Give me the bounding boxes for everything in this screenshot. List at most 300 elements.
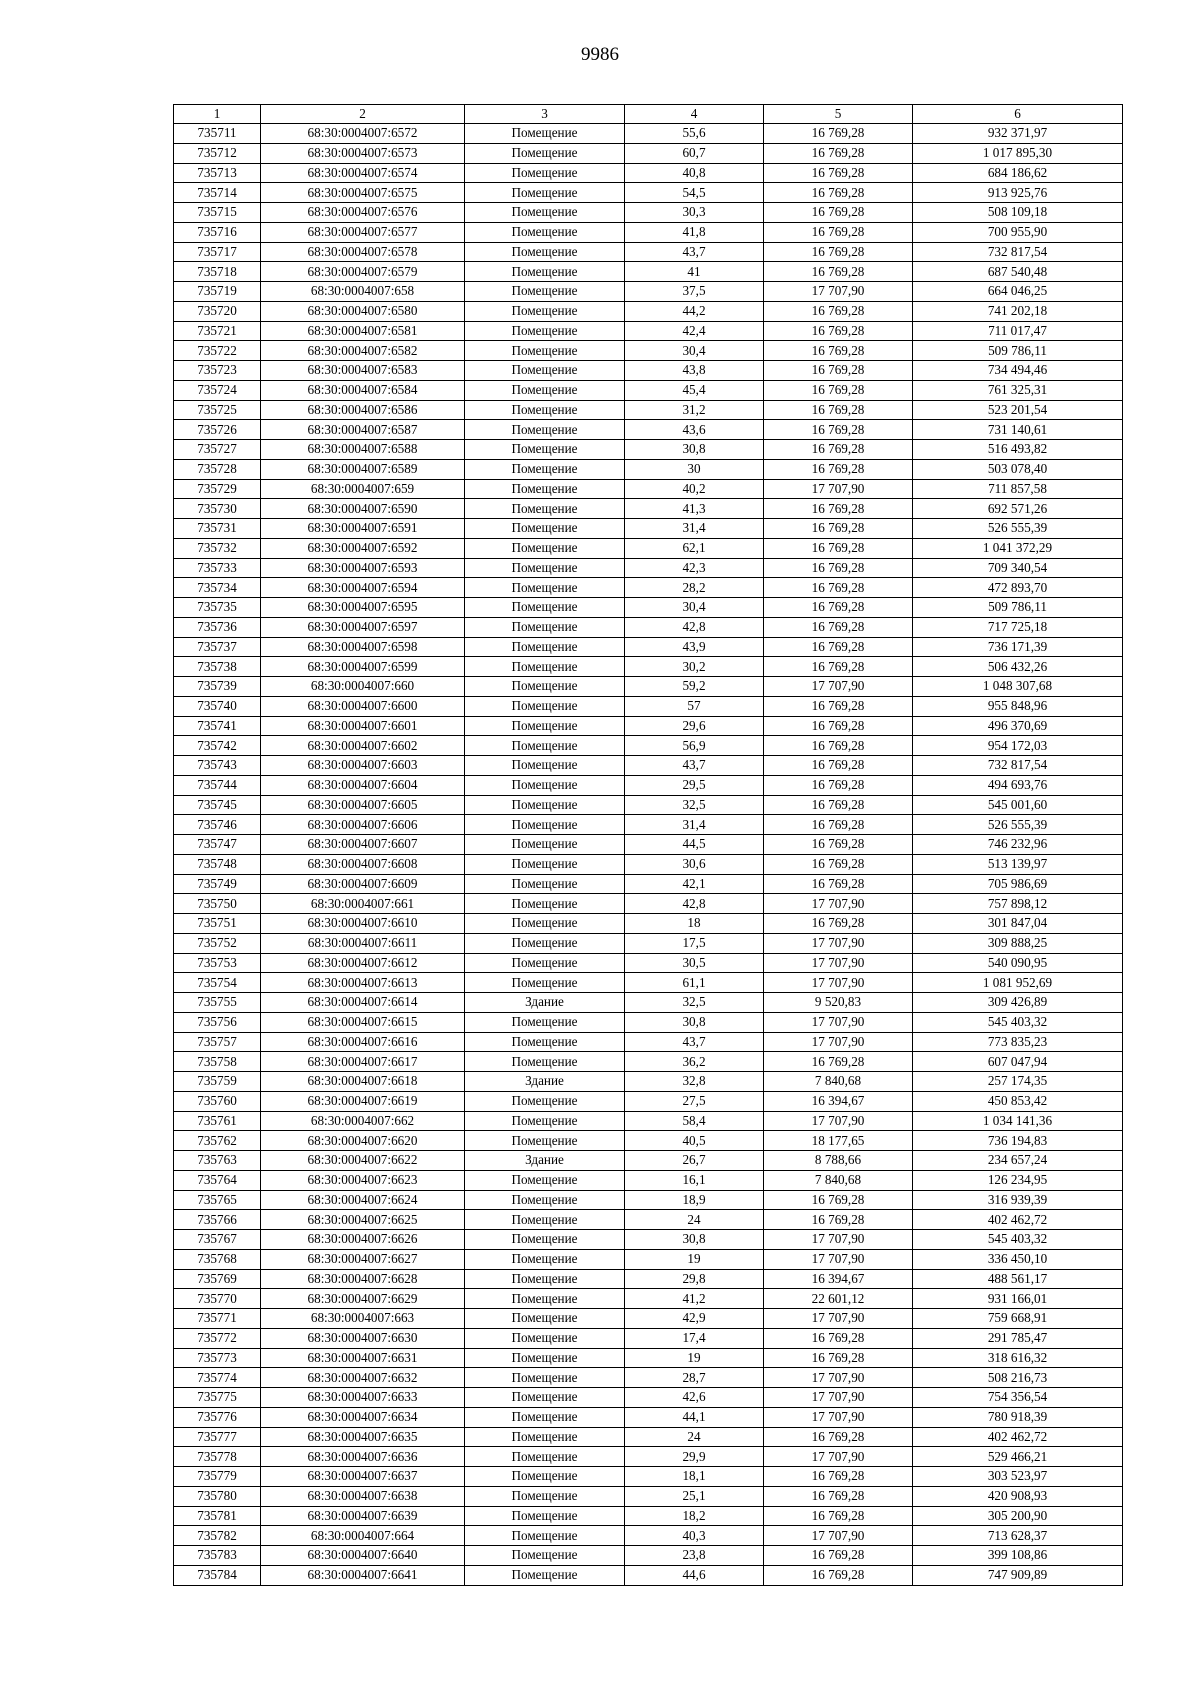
cell-cadastral-number: 68:30:0004007:6613 (261, 973, 465, 993)
cell-area: 42,8 (625, 617, 764, 637)
table-row (174, 282, 1123, 302)
cell-unit-value: 16 769,28 (764, 1565, 913, 1585)
cell-cadastral-number: 68:30:0004007:6634 (261, 1407, 465, 1427)
cell-object-type: Помещение (465, 1210, 625, 1230)
table-row (174, 1427, 1123, 1447)
cell-object-type: Помещение (465, 519, 625, 539)
cell-unit-value: 16 769,28 (764, 183, 913, 203)
table-row (174, 1328, 1123, 1348)
cell-area: 41 (625, 262, 764, 282)
cell-object-type: Здание (465, 1072, 625, 1092)
cell-number: 735751 (174, 914, 261, 934)
table-row (174, 499, 1123, 519)
cell-object-type: Помещение (465, 933, 625, 953)
cell-area: 18,2 (625, 1506, 764, 1526)
cell-area: 40,5 (625, 1131, 764, 1151)
cell-unit-value: 16 769,28 (764, 835, 913, 855)
column-header: 4 (625, 105, 764, 124)
cell-cadastral-number: 68:30:0004007:659 (261, 479, 465, 499)
cell-unit-value: 17 707,90 (764, 677, 913, 697)
cell-unit-value: 16 769,28 (764, 1190, 913, 1210)
cell-cadastral-value: 731 140,61 (913, 420, 1123, 440)
cell-unit-value: 16 769,28 (764, 1546, 913, 1566)
table-row (174, 1309, 1123, 1329)
cell-unit-value: 7 840,68 (764, 1170, 913, 1190)
cell-number: 735745 (174, 795, 261, 815)
cell-cadastral-value: 402 462,72 (913, 1210, 1123, 1230)
cell-cadastral-number: 68:30:0004007:6572 (261, 124, 465, 144)
cell-cadastral-value: 291 785,47 (913, 1328, 1123, 1348)
cell-number: 735755 (174, 993, 261, 1013)
cell-object-type: Помещение (465, 262, 625, 282)
cell-cadastral-value: 1 041 372,29 (913, 538, 1123, 558)
cell-object-type: Помещение (465, 459, 625, 479)
table-row (174, 657, 1123, 677)
cell-area: 17,4 (625, 1328, 764, 1348)
cell-area: 56,9 (625, 736, 764, 756)
cell-cadastral-value: 773 835,23 (913, 1032, 1123, 1052)
cell-number: 735758 (174, 1052, 261, 1072)
cell-unit-value: 17 707,90 (764, 933, 913, 953)
cell-number: 735734 (174, 578, 261, 598)
cell-cadastral-value: 472 893,70 (913, 578, 1123, 598)
cell-area: 59,2 (625, 677, 764, 697)
cell-object-type: Помещение (465, 479, 625, 499)
cell-object-type: Помещение (465, 657, 625, 677)
table-row (174, 617, 1123, 637)
table-row (174, 933, 1123, 953)
cell-number: 735729 (174, 479, 261, 499)
cell-cadastral-value: 257 174,35 (913, 1072, 1123, 1092)
cell-object-type: Помещение (465, 558, 625, 578)
cell-cadastral-value: 607 047,94 (913, 1052, 1123, 1072)
cell-unit-value: 17 707,90 (764, 1309, 913, 1329)
cell-unit-value: 17 707,90 (764, 1249, 913, 1269)
cell-cadastral-number: 68:30:0004007:6603 (261, 756, 465, 776)
table-row (174, 1269, 1123, 1289)
cell-unit-value: 16 769,28 (764, 1052, 913, 1072)
cell-unit-value: 17 707,90 (764, 973, 913, 993)
cell-object-type: Здание (465, 1151, 625, 1171)
cell-cadastral-value: 734 494,46 (913, 361, 1123, 381)
cell-unit-value: 17 707,90 (764, 1012, 913, 1032)
cell-cadastral-value: 955 848,96 (913, 696, 1123, 716)
cell-object-type: Помещение (465, 440, 625, 460)
cell-cadastral-value: 732 817,54 (913, 242, 1123, 262)
column-header: 2 (261, 105, 465, 124)
cell-cadastral-number: 68:30:0004007:6635 (261, 1427, 465, 1447)
cell-unit-value: 16 769,28 (764, 1328, 913, 1348)
cell-unit-value: 17 707,90 (764, 1447, 913, 1467)
cell-area: 54,5 (625, 183, 764, 203)
cell-unit-value: 16 769,28 (764, 519, 913, 539)
header-row (174, 105, 1123, 124)
cell-number: 735715 (174, 203, 261, 223)
cell-area: 19 (625, 1348, 764, 1368)
cell-cadastral-value: 508 109,18 (913, 203, 1123, 223)
cell-number: 735769 (174, 1269, 261, 1289)
cell-number: 735753 (174, 953, 261, 973)
cell-area: 37,5 (625, 282, 764, 302)
cell-cadastral-value: 336 450,10 (913, 1249, 1123, 1269)
table-row (174, 1210, 1123, 1230)
table-row (174, 815, 1123, 835)
cell-number: 735739 (174, 677, 261, 697)
cell-cadastral-number: 68:30:0004007:6641 (261, 1565, 465, 1585)
cell-cadastral-number: 68:30:0004007:6638 (261, 1486, 465, 1506)
cell-unit-value: 16 769,28 (764, 795, 913, 815)
cell-area: 30 (625, 459, 764, 479)
cell-area: 30,4 (625, 598, 764, 618)
table-row (174, 1526, 1123, 1546)
cell-object-type: Помещение (465, 301, 625, 321)
cell-number: 735718 (174, 262, 261, 282)
cell-cadastral-value: 736 194,83 (913, 1131, 1123, 1151)
cell-number: 735732 (174, 538, 261, 558)
cell-unit-value: 17 707,90 (764, 1032, 913, 1052)
cell-unit-value: 16 769,28 (764, 380, 913, 400)
cell-cadastral-number: 68:30:0004007:6630 (261, 1328, 465, 1348)
cell-number: 735754 (174, 973, 261, 993)
table-row (174, 361, 1123, 381)
cell-cadastral-number: 68:30:0004007:6602 (261, 736, 465, 756)
cell-number: 735719 (174, 282, 261, 302)
cell-unit-value: 9 520,83 (764, 993, 913, 1013)
cell-unit-value: 16 769,28 (764, 578, 913, 598)
cell-cadastral-number: 68:30:0004007:6580 (261, 301, 465, 321)
cell-cadastral-number: 68:30:0004007:6623 (261, 1170, 465, 1190)
table-row (174, 1032, 1123, 1052)
cell-unit-value: 16 769,28 (764, 420, 913, 440)
cell-cadastral-number: 68:30:0004007:6633 (261, 1388, 465, 1408)
table-row (174, 538, 1123, 558)
cell-object-type: Помещение (465, 1368, 625, 1388)
cell-cadastral-value: 747 909,89 (913, 1565, 1123, 1585)
cell-object-type: Помещение (465, 380, 625, 400)
cell-cadastral-value: 700 955,90 (913, 222, 1123, 242)
cell-cadastral-number: 68:30:0004007:6589 (261, 459, 465, 479)
cell-cadastral-number: 68:30:0004007:6640 (261, 1546, 465, 1566)
cell-object-type: Помещение (465, 420, 625, 440)
cell-cadastral-number: 68:30:0004007:6618 (261, 1072, 465, 1092)
cell-area: 42,4 (625, 321, 764, 341)
table-row (174, 993, 1123, 1013)
table-row (174, 183, 1123, 203)
cell-area: 44,2 (625, 301, 764, 321)
cell-cadastral-number: 68:30:0004007:6594 (261, 578, 465, 598)
table-row (174, 222, 1123, 242)
cell-number: 735714 (174, 183, 261, 203)
cell-area: 17,5 (625, 933, 764, 953)
cell-area: 30,6 (625, 854, 764, 874)
column-header: 3 (465, 105, 625, 124)
cell-object-type: Помещение (465, 143, 625, 163)
cell-cadastral-value: 494 693,76 (913, 775, 1123, 795)
cell-object-type: Помещение (465, 1190, 625, 1210)
cell-unit-value: 17 707,90 (764, 282, 913, 302)
cell-area: 23,8 (625, 1546, 764, 1566)
cell-object-type: Помещение (465, 716, 625, 736)
cell-number: 735777 (174, 1427, 261, 1447)
cell-cadastral-value: 736 171,39 (913, 637, 1123, 657)
cell-cadastral-value: 526 555,39 (913, 815, 1123, 835)
cell-unit-value: 16 769,28 (764, 1348, 913, 1368)
cell-cadastral-number: 68:30:0004007:6604 (261, 775, 465, 795)
cell-cadastral-value: 450 853,42 (913, 1091, 1123, 1111)
cell-unit-value: 16 394,67 (764, 1269, 913, 1289)
cell-area: 30,4 (625, 341, 764, 361)
cell-area: 42,3 (625, 558, 764, 578)
cell-cadastral-value: 713 628,37 (913, 1526, 1123, 1546)
table-row (174, 598, 1123, 618)
cell-area: 29,5 (625, 775, 764, 795)
cell-cadastral-number: 68:30:0004007:6600 (261, 696, 465, 716)
cell-cadastral-value: 420 908,93 (913, 1486, 1123, 1506)
cell-object-type: Помещение (465, 361, 625, 381)
cell-number: 735762 (174, 1131, 261, 1151)
cell-cadastral-number: 68:30:0004007:6609 (261, 874, 465, 894)
cell-unit-value: 16 769,28 (764, 321, 913, 341)
cell-object-type: Помещение (465, 538, 625, 558)
table-row (174, 440, 1123, 460)
cell-number: 735712 (174, 143, 261, 163)
table-row (174, 795, 1123, 815)
cell-cadastral-number: 68:30:0004007:6627 (261, 1249, 465, 1269)
cell-area: 26,7 (625, 1151, 764, 1171)
cell-unit-value: 17 707,90 (764, 953, 913, 973)
cell-number: 735752 (174, 933, 261, 953)
cell-object-type: Помещение (465, 242, 625, 262)
cell-object-type: Помещение (465, 1269, 625, 1289)
cell-cadastral-value: 754 356,54 (913, 1388, 1123, 1408)
table-row (174, 1546, 1123, 1566)
cell-cadastral-number: 68:30:0004007:6586 (261, 400, 465, 420)
cell-number: 735730 (174, 499, 261, 519)
cell-object-type: Помещение (465, 578, 625, 598)
cell-area: 30,5 (625, 953, 764, 973)
table-row (174, 1170, 1123, 1190)
table-row (174, 578, 1123, 598)
cell-unit-value: 16 769,28 (764, 1467, 913, 1487)
cell-object-type: Помещение (465, 163, 625, 183)
cell-area: 16,1 (625, 1170, 764, 1190)
cell-number: 735728 (174, 459, 261, 479)
cell-number: 735780 (174, 1486, 261, 1506)
cell-cadastral-number: 68:30:0004007:6619 (261, 1091, 465, 1111)
table-row (174, 1151, 1123, 1171)
cell-number: 735782 (174, 1526, 261, 1546)
cell-area: 32,5 (625, 993, 764, 1013)
cell-unit-value: 16 769,28 (764, 854, 913, 874)
table-row (174, 1230, 1123, 1250)
cell-unit-value: 16 769,28 (764, 1427, 913, 1447)
cell-cadastral-number: 68:30:0004007:6577 (261, 222, 465, 242)
cell-cadastral-number: 68:30:0004007:6617 (261, 1052, 465, 1072)
cell-number: 735766 (174, 1210, 261, 1230)
cell-area: 32,8 (625, 1072, 764, 1092)
cell-area: 27,5 (625, 1091, 764, 1111)
cell-cadastral-value: 503 078,40 (913, 459, 1123, 479)
cell-object-type: Помещение (465, 815, 625, 835)
cell-cadastral-value: 761 325,31 (913, 380, 1123, 400)
cell-cadastral-value: 687 540,48 (913, 262, 1123, 282)
cell-cadastral-value: 523 201,54 (913, 400, 1123, 420)
cell-cadastral-number: 68:30:0004007:662 (261, 1111, 465, 1131)
cell-cadastral-value: 741 202,18 (913, 301, 1123, 321)
table-row (174, 716, 1123, 736)
cell-area: 18,1 (625, 1467, 764, 1487)
cell-cadastral-number: 68:30:0004007:6605 (261, 795, 465, 815)
table-row (174, 143, 1123, 163)
cell-area: 58,4 (625, 1111, 764, 1131)
cell-number: 735740 (174, 696, 261, 716)
cell-unit-value: 16 769,28 (764, 696, 913, 716)
cell-object-type: Помещение (465, 1111, 625, 1131)
cell-area: 30,8 (625, 1012, 764, 1032)
cell-unit-value: 16 769,28 (764, 242, 913, 262)
cell-unit-value: 17 707,90 (764, 1230, 913, 1250)
cell-object-type: Помещение (465, 1565, 625, 1585)
table-row (174, 1447, 1123, 1467)
cell-number: 735773 (174, 1348, 261, 1368)
cell-number: 735772 (174, 1328, 261, 1348)
cell-unit-value: 18 177,65 (764, 1131, 913, 1151)
cell-unit-value: 22 601,12 (764, 1289, 913, 1309)
cell-number: 735761 (174, 1111, 261, 1131)
cell-cadastral-number: 68:30:0004007:6592 (261, 538, 465, 558)
cell-cadastral-number: 68:30:0004007:6622 (261, 1151, 465, 1171)
table-row (174, 519, 1123, 539)
cell-unit-value: 16 769,28 (764, 459, 913, 479)
cell-cadastral-value: 711 017,47 (913, 321, 1123, 341)
cell-area: 24 (625, 1427, 764, 1447)
cell-number: 735768 (174, 1249, 261, 1269)
cell-unit-value: 17 707,90 (764, 1111, 913, 1131)
cell-object-type: Помещение (465, 637, 625, 657)
cell-number: 735763 (174, 1151, 261, 1171)
cell-cadastral-number: 68:30:0004007:6588 (261, 440, 465, 460)
table-row (174, 341, 1123, 361)
cell-number: 735749 (174, 874, 261, 894)
cell-cadastral-number: 68:30:0004007:6620 (261, 1131, 465, 1151)
cell-area: 41,2 (625, 1289, 764, 1309)
cell-unit-value: 16 769,28 (764, 716, 913, 736)
cell-cadastral-value: 717 725,18 (913, 617, 1123, 637)
table-row (174, 894, 1123, 914)
cell-area: 30,8 (625, 1230, 764, 1250)
cell-cadastral-value: 932 371,97 (913, 124, 1123, 144)
cell-area: 28,2 (625, 578, 764, 598)
cell-cadastral-value: 234 657,24 (913, 1151, 1123, 1171)
cell-number: 735724 (174, 380, 261, 400)
cell-unit-value: 16 769,28 (764, 203, 913, 223)
cell-cadastral-value: 684 186,62 (913, 163, 1123, 183)
cell-area: 24 (625, 1210, 764, 1230)
cell-unit-value: 16 769,28 (764, 775, 913, 795)
table-row (174, 1111, 1123, 1131)
cell-area: 30,3 (625, 203, 764, 223)
cell-cadastral-number: 68:30:0004007:6629 (261, 1289, 465, 1309)
cell-area: 62,1 (625, 538, 764, 558)
table-row (174, 1388, 1123, 1408)
cell-area: 29,9 (625, 1447, 764, 1467)
cell-cadastral-number: 68:30:0004007:6615 (261, 1012, 465, 1032)
cell-cadastral-value: 316 939,39 (913, 1190, 1123, 1210)
cell-number: 735771 (174, 1309, 261, 1329)
cell-number: 735760 (174, 1091, 261, 1111)
table-row (174, 1012, 1123, 1032)
cell-object-type: Помещение (465, 1467, 625, 1487)
table-row (174, 321, 1123, 341)
cell-area: 61,1 (625, 973, 764, 993)
cell-cadastral-number: 68:30:0004007:6637 (261, 1467, 465, 1487)
cell-object-type: Помещение (465, 1230, 625, 1250)
cell-cadastral-number: 68:30:0004007:660 (261, 677, 465, 697)
table-row (174, 696, 1123, 716)
cell-area: 40,2 (625, 479, 764, 499)
table-row (174, 1348, 1123, 1368)
cell-cadastral-value: 399 108,86 (913, 1546, 1123, 1566)
cell-unit-value: 16 769,28 (764, 143, 913, 163)
cell-cadastral-number: 68:30:0004007:6616 (261, 1032, 465, 1052)
cell-object-type: Помещение (465, 775, 625, 795)
cell-cadastral-number: 68:30:0004007:6579 (261, 262, 465, 282)
cell-object-type: Помещение (465, 1546, 625, 1566)
cell-area: 44,6 (625, 1565, 764, 1585)
cell-area: 43,7 (625, 1032, 764, 1052)
cell-cadastral-number: 68:30:0004007:6625 (261, 1210, 465, 1230)
cell-area: 42,9 (625, 1309, 764, 1329)
cell-cadastral-number: 68:30:0004007:6591 (261, 519, 465, 539)
cell-cadastral-value: 516 493,82 (913, 440, 1123, 460)
cell-cadastral-value: 545 403,32 (913, 1012, 1123, 1032)
cell-cadastral-value: 664 046,25 (913, 282, 1123, 302)
table-row (174, 301, 1123, 321)
table-row (174, 1565, 1123, 1585)
cell-area: 18 (625, 914, 764, 934)
cell-object-type: Помещение (465, 222, 625, 242)
cell-area: 25,1 (625, 1486, 764, 1506)
cell-cadastral-value: 529 466,21 (913, 1447, 1123, 1467)
cell-cadastral-value: 1 034 141,36 (913, 1111, 1123, 1131)
cell-number: 735783 (174, 1546, 261, 1566)
cell-cadastral-number: 68:30:0004007:6595 (261, 598, 465, 618)
cell-object-type: Помещение (465, 341, 625, 361)
cell-area: 29,6 (625, 716, 764, 736)
cell-number: 735747 (174, 835, 261, 855)
cell-object-type: Помещение (465, 1309, 625, 1329)
cell-number: 735781 (174, 1506, 261, 1526)
cell-unit-value: 16 769,28 (764, 736, 913, 756)
cell-number: 735746 (174, 815, 261, 835)
cell-area: 43,9 (625, 637, 764, 657)
cell-unit-value: 17 707,90 (764, 894, 913, 914)
cell-area: 43,8 (625, 361, 764, 381)
cell-cadastral-number: 68:30:0004007:6606 (261, 815, 465, 835)
cell-area: 60,7 (625, 143, 764, 163)
cell-unit-value: 16 769,28 (764, 617, 913, 637)
cell-cadastral-value: 496 370,69 (913, 716, 1123, 736)
cell-number: 735759 (174, 1072, 261, 1092)
cell-unit-value: 17 707,90 (764, 479, 913, 499)
cell-unit-value: 16 769,28 (764, 756, 913, 776)
cell-cadastral-value: 301 847,04 (913, 914, 1123, 934)
cell-number: 735717 (174, 242, 261, 262)
cell-cadastral-value: 705 986,69 (913, 874, 1123, 894)
cell-number: 735770 (174, 1289, 261, 1309)
cell-object-type: Помещение (465, 282, 625, 302)
cell-unit-value: 17 707,90 (764, 1407, 913, 1427)
